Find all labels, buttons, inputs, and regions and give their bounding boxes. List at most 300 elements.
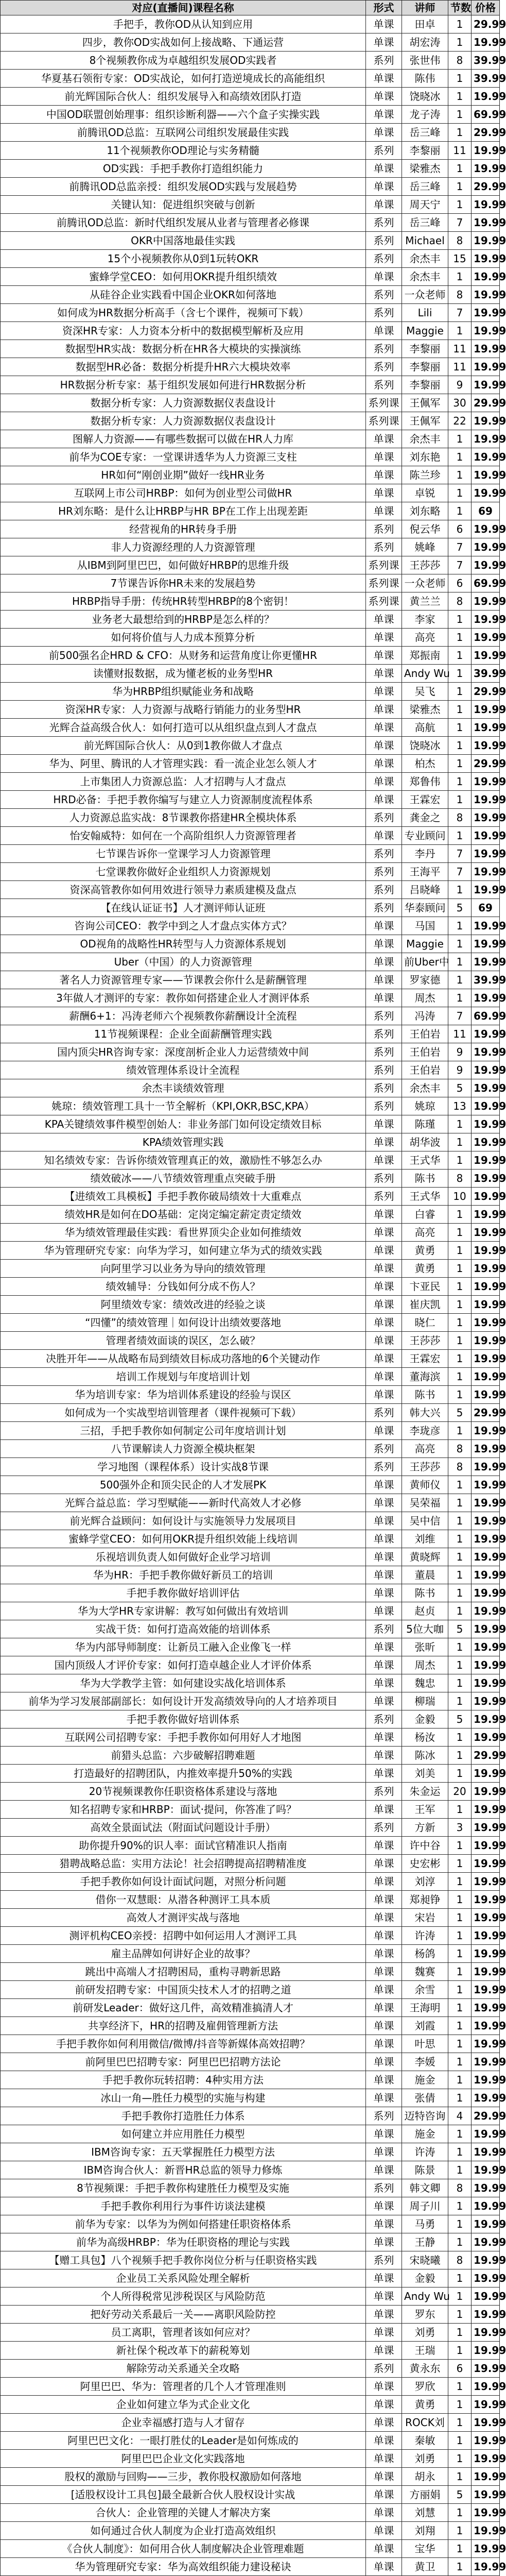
cell-price: 19.99: [472, 935, 500, 953]
cell-price: 19.99: [472, 250, 500, 268]
table-row: [1, 2378, 500, 2396]
cell-lecturer: 许涛: [402, 1927, 448, 1945]
cell-form: 单课: [366, 2306, 402, 2324]
table-row: [1, 1386, 500, 1404]
cell-sessions: 1: [448, 1981, 472, 1999]
cell-course-title: 华为HR：手把手教你做好新员工的培训: [1, 1566, 366, 1584]
cell-form: 单课: [366, 1837, 402, 1855]
cell-sessions: 1: [448, 1909, 472, 1927]
cell-sessions: 1: [448, 178, 472, 196]
cell-course-title: 华为、阿里、腾讯的人才管理实践：看一流企业怎么领人才: [1, 755, 366, 773]
cell-price: 69.99: [472, 1007, 500, 1025]
cell-sessions: 1: [448, 1692, 472, 1710]
cell-lecturer: 朱金运: [402, 1783, 448, 1801]
cell-lecturer: 陈兰珍: [402, 466, 448, 484]
cell-sessions: 1: [448, 971, 472, 989]
table-row: [1, 1404, 500, 1422]
cell-lecturer: 张昕: [402, 1638, 448, 1656]
cell-form: 单课: [366, 178, 402, 196]
cell-lecturer: 黄晓辉: [402, 1548, 448, 1566]
cell-course-title: 高效全景面试法（附面试问题设计手册）: [1, 1819, 366, 1837]
cell-form: 单课: [366, 1728, 402, 1747]
cell-sessions: 7: [448, 304, 472, 322]
cell-form: 系列: [366, 881, 402, 899]
cell-price: 19.99: [472, 358, 500, 376]
cell-form: 系列: [366, 250, 402, 268]
cell-course-title: 雇主品牌如何讲好企业的故事？: [1, 1945, 366, 1963]
table-row: [1, 1530, 500, 1548]
cell-price: 19.99: [472, 1494, 500, 1512]
cell-form: 单课: [366, 827, 402, 845]
cell-form: 单课: [366, 1206, 402, 1224]
cell-sessions: 8: [448, 1170, 472, 1188]
cell-sessions: 7: [448, 1007, 472, 1025]
cell-course-title: 学习地图（课程体系）设计实战8节课: [1, 1458, 366, 1476]
cell-form: 系列: [366, 1097, 402, 1115]
cell-lecturer: 高亮: [402, 1224, 448, 1242]
cell-course-title: 15个小视频教你从0到1玩转OKR: [1, 250, 366, 268]
table-row: [1, 1314, 500, 1332]
cell-sessions: 1: [448, 827, 472, 845]
cell-price: 19.99: [472, 2089, 500, 2107]
cell-lecturer: 周子川: [402, 2197, 448, 2215]
cell-course-title: 前腾讯OD总监：新时代组织发展从业者与管理者必修课: [1, 214, 366, 232]
cell-price: 19.99: [472, 647, 500, 665]
cell-lecturer: 黄卫: [402, 2558, 448, 2576]
cell-price: 39.99: [472, 52, 500, 70]
cell-price: 19.99: [472, 1765, 500, 1783]
cell-price: 19.99: [472, 376, 500, 394]
cell-price: 19.99: [472, 773, 500, 791]
table-row: [1, 592, 500, 611]
table-row: [1, 1873, 500, 1891]
cell-sessions: 4: [448, 2107, 472, 2125]
cell-course-title: 华为培训专家：华为培训体系建设的经验与误区: [1, 1386, 366, 1404]
cell-course-title: 手把手，教你OD从认知到应用: [1, 15, 366, 33]
table-row: [1, 827, 500, 845]
cell-course-title: OD实践：手把手教你打造组织能力: [1, 160, 366, 178]
cell-form: 单课: [366, 2342, 402, 2360]
cell-course-title: IBM咨询专家：五天掌握胜任力模型方法: [1, 2143, 366, 2161]
table-row: [1, 2540, 500, 2558]
cell-price: 19.99: [472, 1548, 500, 1566]
table-row: [1, 2017, 500, 2035]
cell-form: 单课: [366, 1963, 402, 1981]
cell-course-title: 经营视角的HR转身手册: [1, 520, 366, 538]
cell-course-title: 500强外企和顶尖民企的人才发展PK: [1, 1476, 366, 1494]
cell-price: 19.99: [472, 304, 500, 322]
cell-price: 19.99: [472, 2179, 500, 2197]
cell-course-title: Uber（中国）的人力资源管理: [1, 953, 366, 971]
cell-lecturer: 余杰丰: [402, 430, 448, 448]
cell-sessions: 9: [448, 376, 472, 394]
table-row: [1, 2215, 500, 2233]
table-row: [1, 1296, 500, 1314]
cell-price: 19.99: [472, 953, 500, 971]
cell-price: 19.99: [472, 2468, 500, 2486]
cell-price: 19.99: [472, 2233, 500, 2251]
table-row: [1, 52, 500, 70]
cell-form: 系列: [366, 2107, 402, 2125]
cell-lecturer: 王霖宏: [402, 1350, 448, 1368]
table-row: [1, 2432, 500, 2450]
cell-price: 19.99: [472, 1097, 500, 1115]
table-row: [1, 2197, 500, 2215]
cell-course-title: 【进绩效工具模板】手把手教你破局绩效十大重难点: [1, 1188, 366, 1206]
cell-lecturer: 刘维: [402, 1530, 448, 1548]
cell-sessions: 1: [448, 2396, 472, 2414]
cell-sessions: 1: [448, 160, 472, 178]
cell-price: 19.99: [472, 2306, 500, 2324]
cell-lecturer: 黄兰兰: [402, 592, 448, 611]
cell-course-title: 绩效破冰——八节绩效管理重点突破手册: [1, 1170, 366, 1188]
cell-form: 系列: [366, 232, 402, 250]
cell-sessions: 1: [448, 1133, 472, 1151]
cell-sessions: 1: [448, 268, 472, 286]
cell-price: 19.99: [472, 1530, 500, 1548]
header-price: 价格: [472, 1, 500, 15]
cell-form: 单课: [366, 2143, 402, 2161]
cell-sessions: 1: [448, 1891, 472, 1909]
cell-sessions: 5: [448, 1079, 472, 1097]
cell-lecturer: Maggie: [402, 935, 448, 953]
cell-lecturer: 秦敏: [402, 2432, 448, 2450]
cell-course-title: 手把手教你如何设计面试问题，对照分析问题: [1, 1873, 366, 1891]
cell-sessions: 1: [448, 2197, 472, 2215]
cell-course-title: 如何成为一个实战型培训管理者（课件视频可下载）: [1, 1404, 366, 1422]
cell-sessions: 1: [448, 773, 472, 791]
cell-form: 单课: [366, 1350, 402, 1368]
cell-lecturer: 黄勇: [402, 2396, 448, 2414]
cell-price: 19.99: [472, 1115, 500, 1133]
cell-lecturer: 胡华波: [402, 1133, 448, 1151]
cell-form: 系列: [366, 142, 402, 160]
cell-price: 19.99: [472, 1927, 500, 1945]
cell-form: 单课: [366, 665, 402, 683]
table-row: [1, 1909, 500, 1927]
table-header-row: [1, 1, 500, 15]
cell-sessions: 5: [448, 899, 472, 917]
cell-lecturer: 陈景: [402, 2161, 448, 2179]
cell-lecturer: 李家: [402, 611, 448, 629]
cell-price: 19.99: [472, 881, 500, 899]
cell-sessions: 7: [448, 556, 472, 574]
cell-sessions: 1: [448, 1296, 472, 1314]
cell-price: 19.99: [472, 556, 500, 574]
cell-lecturer: 魏赛: [402, 1963, 448, 1981]
cell-form: 系列: [366, 1043, 402, 1061]
cell-course-title: 20节视频课教你任职资格体系建设与落地: [1, 1783, 366, 1801]
table-row: [1, 1188, 500, 1206]
table-row: [1, 989, 500, 1007]
cell-sessions: 1: [448, 989, 472, 1007]
cell-course-title: 资深HR专家：人力资源与战略行销能力的业务型HR: [1, 701, 366, 719]
cell-form: 单课: [366, 1476, 402, 1494]
cell-lecturer: 高亮: [402, 629, 448, 647]
table-row: [1, 124, 500, 142]
cell-sessions: 6: [448, 2360, 472, 2378]
cell-lecturer: 董晨: [402, 1566, 448, 1584]
cell-price: 19.99: [472, 1422, 500, 1440]
cell-lecturer: Andy Wu: [402, 2287, 448, 2306]
cell-form: 单课: [366, 33, 402, 52]
cell-course-title: 手把手教你打造胜任力体系: [1, 2107, 366, 2125]
cell-lecturer: 刘翔: [402, 2522, 448, 2540]
cell-price: 19.99: [472, 1891, 500, 1909]
table-row: [1, 1242, 500, 1260]
table-row: [1, 106, 500, 124]
cell-course-title: 向阿里学习以业务为导向的绩效管理: [1, 1260, 366, 1278]
cell-price: 19.99: [472, 1656, 500, 1674]
cell-sessions: 22: [448, 412, 472, 430]
cell-sessions: 30: [448, 394, 472, 412]
cell-course-title: 数据型HR实战：数据分析在HR各大模块的实操演练: [1, 340, 366, 358]
cell-price: 19.99: [472, 1025, 500, 1043]
cell-sessions: 1: [448, 1855, 472, 1873]
cell-sessions: 1: [448, 484, 472, 502]
cell-form: 系列: [366, 1025, 402, 1043]
cell-lecturer: 刘勇: [402, 2324, 448, 2342]
cell-course-title: KPA关键绩效事件模型创始人：非业务部门如何设定绩效目标: [1, 1115, 366, 1133]
cell-lecturer: 李黎丽: [402, 340, 448, 358]
table-row: [1, 1801, 500, 1819]
cell-sessions: 1: [448, 2125, 472, 2143]
cell-form: 系列: [366, 538, 402, 556]
table-row: [1, 863, 500, 881]
cell-price: 19.99: [472, 1061, 500, 1079]
cell-course-title: 前华为专家：以华为为例如何搭建任职资格体系: [1, 2215, 366, 2233]
cell-sessions: 1: [448, 1656, 472, 1674]
cell-lecturer: 韩文卿: [402, 2179, 448, 2197]
cell-price: 19.99: [472, 1296, 500, 1314]
cell-lecturer: 宋晓曦: [402, 2251, 448, 2269]
cell-price: 19.99: [472, 2450, 500, 2468]
table-row: [1, 629, 500, 647]
cell-lecturer: 刘霞: [402, 2017, 448, 2035]
cell-form: 系列课: [366, 394, 402, 412]
cell-price: 19.99: [472, 232, 500, 250]
cell-course-title: 7节课告诉你HR未来的发展趋势: [1, 574, 366, 592]
table-row: [1, 1728, 500, 1747]
cell-sessions: 1: [448, 2432, 472, 2450]
table-row: [1, 538, 500, 556]
cell-sessions: 1: [448, 1260, 472, 1278]
table-row: [1, 647, 500, 665]
cell-form: 单课: [366, 611, 402, 629]
cell-lecturer: 许中谷: [402, 1837, 448, 1855]
cell-lecturer: 前Uber中: [402, 953, 448, 971]
cell-price: 19.99: [472, 1476, 500, 1494]
cell-sessions: 1: [448, 1368, 472, 1386]
cell-price: 19.99: [472, 448, 500, 466]
cell-course-title: 华夏基石领衔专家：OD实战论，如何打造逆境成长的高能组织: [1, 70, 366, 88]
cell-sessions: 1: [448, 1224, 472, 1242]
cell-lecturer: 马勇: [402, 2215, 448, 2233]
cell-course-title: 国内顶级人才评价专家：如何打造卓越企业人才评价体系: [1, 1656, 366, 1674]
cell-form: 单课: [366, 755, 402, 773]
cell-sessions: 1: [448, 2342, 472, 2360]
cell-form: 系列: [366, 1458, 402, 1476]
cell-sessions: 1: [448, 2540, 472, 2558]
cell-form: 单课: [366, 2071, 402, 2089]
cell-form: 系列: [366, 286, 402, 304]
table-row: [1, 1548, 500, 1566]
cell-form: 单课: [366, 2450, 402, 2468]
cell-course-title: 数据型HR必备：数据分析提升HR六大模块效率: [1, 358, 366, 376]
table-row: [1, 214, 500, 232]
cell-course-title: 企业如何建立华为式企业文化: [1, 2396, 366, 2414]
cell-sessions: 1: [448, 430, 472, 448]
cell-sessions: 1: [448, 2287, 472, 2306]
cell-price: 19.99: [472, 466, 500, 484]
cell-price: 19.99: [472, 1440, 500, 1458]
table-row: [1, 2558, 500, 2576]
cell-price: 19.99: [472, 1332, 500, 1350]
cell-sessions: 1: [448, 1476, 472, 1494]
table-row: [1, 1043, 500, 1061]
table-row: [1, 1512, 500, 1530]
cell-course-title: 冰山一角—胜任力模型的实施与构建: [1, 2089, 366, 2107]
cell-lecturer: 5位大咖: [402, 1620, 448, 1638]
cell-lecturer: 张倩: [402, 2089, 448, 2107]
cell-price: 19.99: [472, 2197, 500, 2215]
cell-course-title: 高效人才测评实战与落地: [1, 1909, 366, 1927]
cell-form: 单课: [366, 1368, 402, 1386]
cell-lecturer: 李黎丽: [402, 358, 448, 376]
cell-price: 19.99: [472, 520, 500, 538]
cell-course-title: 华为HRBP组织赋能业务和战略: [1, 683, 366, 701]
cell-form: 单课: [366, 1638, 402, 1656]
cell-price: 19.99: [472, 611, 500, 629]
cell-lecturer: 王瑞: [402, 2342, 448, 2360]
cell-lecturer: 宋岩: [402, 1909, 448, 1927]
cell-price: 19.99: [472, 160, 500, 178]
cell-sessions: 1: [448, 755, 472, 773]
cell-sessions: 1: [448, 1801, 472, 1819]
table-row: [1, 2233, 500, 2251]
cell-price: 19.99: [472, 2414, 500, 2432]
cell-price: 29.99: [472, 178, 500, 196]
cell-sessions: 1: [448, 791, 472, 809]
cell-lecturer: 高亮: [402, 1440, 448, 1458]
cell-course-title: 互联网上市公司HRBP：如何为创业型公司做HR: [1, 484, 366, 502]
cell-form: 系列: [366, 2251, 402, 2269]
cell-sessions: 1: [448, 1350, 472, 1368]
cell-sessions: 1: [448, 466, 472, 484]
cell-lecturer: 吴飞: [402, 683, 448, 701]
cell-price: 19.99: [472, 2071, 500, 2089]
cell-sessions: 5: [448, 2486, 472, 2504]
cell-course-title: 合伙人：企业管理的关键人才解决方案: [1, 2504, 366, 2522]
cell-lecturer: 韩大兴: [402, 1404, 448, 1422]
cell-form: 单课: [366, 2504, 402, 2522]
cell-lecturer: 一众老师: [402, 286, 448, 304]
cell-lecturer: 罗东: [402, 2306, 448, 2324]
cell-course-title: 共享经济下，HR的招聘及雇佣管理新方法: [1, 2017, 366, 2035]
cell-course-title: 跳出中高端人才招聘困局，重构寻聘新思路: [1, 1963, 366, 1981]
cell-form: 单课: [366, 2558, 402, 2576]
cell-lecturer: 龚金之: [402, 809, 448, 827]
table-row: [1, 1765, 500, 1783]
table-row: [1, 1170, 500, 1188]
cell-form: 单课: [366, 448, 402, 466]
cell-price: 19.99: [472, 2125, 500, 2143]
cell-lecturer: 王军: [402, 1801, 448, 1819]
cell-lecturer: 余杰丰: [402, 250, 448, 268]
cell-price: 19.99: [472, 1224, 500, 1242]
cell-sessions: 5: [448, 1404, 472, 1422]
cell-course-title: 如何通过合伙人制度为企业打造高效组织: [1, 2522, 366, 2540]
cell-sessions: 11: [448, 1025, 472, 1043]
table-row: [1, 1566, 500, 1584]
cell-course-title: 手把手教你做好培训评估: [1, 1584, 366, 1602]
cell-price: 19.99: [472, 2396, 500, 2414]
cell-course-title: 资深HR专家：人力资本分析中的数据模型解析及应用: [1, 322, 366, 340]
cell-price: 19.99: [472, 286, 500, 304]
cell-lecturer: 王式华: [402, 1151, 448, 1170]
cell-price: 39.99: [472, 971, 500, 989]
cell-lecturer: 李黎丽: [402, 376, 448, 394]
cell-course-title: 数据分析专家：人力资源数据仪表盘设计: [1, 412, 366, 430]
cell-sessions: 1: [448, 629, 472, 647]
cell-sessions: 1: [448, 1314, 472, 1332]
table-row: [1, 2107, 500, 2125]
cell-course-title: 如何将价值与人力成本预算分析: [1, 629, 366, 647]
cell-sessions: 1: [448, 1115, 472, 1133]
cell-course-title: 阿里巴巴文化：一眼打胜仗的Leader是如何炼成的: [1, 2432, 366, 2450]
table-row: [1, 1837, 500, 1855]
cell-price: 19.99: [472, 1963, 500, 1981]
cell-lecturer: 周天宁: [402, 196, 448, 214]
cell-course-title: 薪酬6+1：冯涛老师六个视频教你薪酬设计全流程: [1, 1007, 366, 1025]
header-title: 对应(直播间)课程名称: [1, 1, 366, 15]
cell-lecturer: 胡宏涛: [402, 33, 448, 52]
table-row: [1, 1981, 500, 1999]
table-row: [1, 376, 500, 394]
table-row: [1, 2287, 500, 2306]
cell-form: 单课: [366, 70, 402, 88]
cell-course-title: 乐视培训负责人如何做好企业学习培训: [1, 1548, 366, 1566]
cell-lecturer: 王莎莎: [402, 1332, 448, 1350]
cell-form: 单课: [366, 2396, 402, 2414]
table-row: [1, 1097, 500, 1115]
cell-sessions: 8: [448, 809, 472, 827]
cell-lecturer: 陈书: [402, 1584, 448, 1602]
cell-course-title: 图解人力资源——有哪些数据可以做在HR人力库: [1, 430, 366, 448]
table-row: [1, 953, 500, 971]
cell-sessions: 15: [448, 250, 472, 268]
cell-form: 系列: [366, 304, 402, 322]
cell-lecturer: 陈瑾: [402, 1115, 448, 1133]
cell-sessions: 1: [448, 683, 472, 701]
cell-course-title: 姚琼：绩效管理工具十一节全解析（KPI,OKR,BSC,KPA）: [1, 1097, 366, 1115]
cell-course-title: 余杰丰谈绩效管理: [1, 1079, 366, 1097]
cell-form: 系列: [366, 1710, 402, 1728]
cell-lecturer: 饶晓冰: [402, 737, 448, 755]
cell-price: 19.99: [472, 196, 500, 214]
cell-sessions: 1: [448, 124, 472, 142]
cell-course-title: 前华为学习发展部副部长：如何设计开发高绩效导向的人才培养项目: [1, 1692, 366, 1710]
cell-lecturer: 高航: [402, 719, 448, 737]
table-row: [1, 502, 500, 520]
cell-sessions: 1: [448, 1278, 472, 1296]
cell-course-title: 前阿里巴巴招聘专家：阿里巴巴招聘方法论: [1, 2053, 366, 2071]
cell-price: 19.99: [472, 1314, 500, 1332]
cell-lecturer: 白睿: [402, 1206, 448, 1224]
cell-form: 单课: [366, 2324, 402, 2342]
cell-form: 单课: [366, 1224, 402, 1242]
cell-lecturer: 吴中信: [402, 1512, 448, 1530]
